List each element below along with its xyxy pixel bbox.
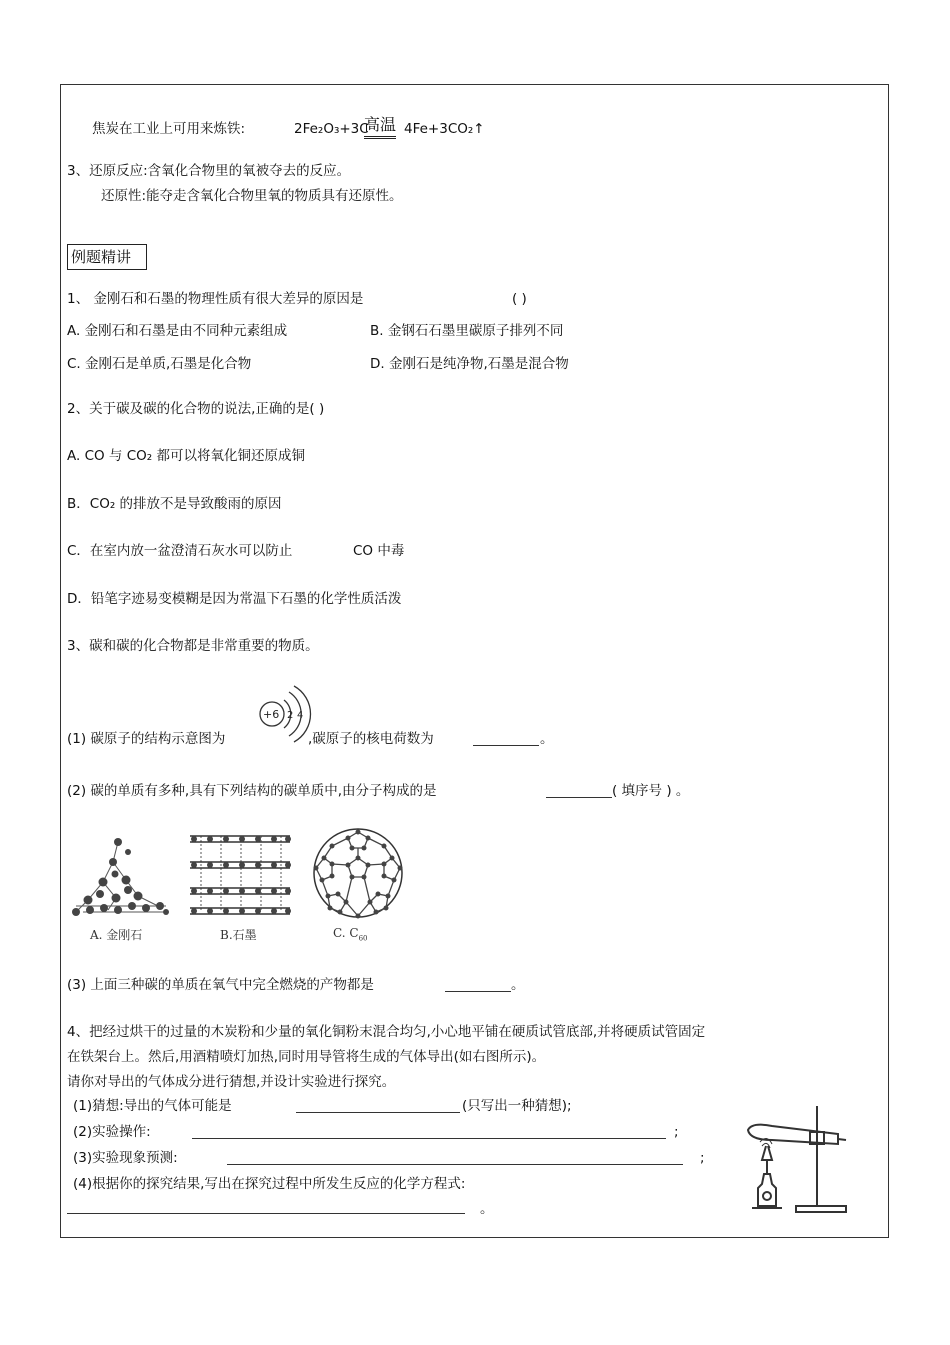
q4-step1-end: (只写出一种猜想); <box>462 1098 572 1114</box>
q4-operation-blank[interactable] <box>192 1125 666 1139</box>
q1-option-d: D. 金刚石是纯净物,石墨是混合物 <box>370 356 569 372</box>
q4-step4-text: (4)根据你的探究结果,写出在探究过程中所发生反应的化学方程式: <box>73 1176 466 1192</box>
graphite-structure-image <box>186 828 294 920</box>
q2-stem: 2、关于碳及碳的化合物的说法,正确的是( ) <box>67 401 325 417</box>
atom-shell2-label: 4 <box>297 710 304 721</box>
q2-option-c-end: CO 中毒 <box>353 543 405 559</box>
q3-part3-blank[interactable] <box>445 978 511 992</box>
q4-step3-end: ; <box>700 1150 705 1166</box>
reducibility-definition: 还原性:能夺走含氧化合物里氧的物质具有还原性。 <box>101 188 403 204</box>
q4-guess-blank[interactable] <box>296 1099 460 1113</box>
atom-nucleus-label: +6 <box>263 708 280 721</box>
q4-line2: 在铁架台上。然后,用酒精喷灯加热,同时用导管将生成的气体导出(如右图所示)。 <box>67 1049 546 1065</box>
q3-part1-blank[interactable] <box>473 732 539 746</box>
q2-option-b: B．CO₂ 的排放不是导致酸雨的原因 <box>67 496 282 512</box>
section-title: 例题精讲 <box>67 244 147 270</box>
q1-option-c: C. 金刚石是单质,石墨是化合物 <box>67 356 252 372</box>
q2-option-a: A. CO 与 CO₂ 都可以将氧化铜还原成铜 <box>67 448 305 464</box>
q3-part3-text: (3) 上面三种碳的单质在氧气中完全燃烧的产物都是 <box>67 977 374 993</box>
q1-option-a: A. 金刚石和石墨是由不同种元素组成 <box>67 323 288 339</box>
q4-equation-blank[interactable] <box>67 1200 465 1214</box>
q2-option-c: C．在室内放一盆澄清石灰水可以防止 <box>67 543 293 559</box>
q3-part1-text: (1) 碳原子的结构示意图为 <box>67 731 226 747</box>
coke-label: 焦炭在工业上可用来炼铁: <box>92 121 246 137</box>
q4-line1: 4、把经过烘干的过量的木炭粉和少量的氧化铜粉末混合均匀,小心地平铺在硬质试管底部,并将硬质试管固定 <box>67 1024 706 1040</box>
q3-part2-end: ( 填序号 ) 。 <box>612 783 690 799</box>
q4-phenomenon-blank[interactable] <box>227 1151 683 1165</box>
q4-step2-text: (2)实验操作: <box>73 1124 151 1140</box>
q3-part2-text: (2) 碳的单质有多种,具有下列结构的碳单质中,由分子构成的是 <box>67 783 437 799</box>
q1-option-b: B. 金钢石石墨里碳原子排列不同 <box>370 323 564 339</box>
graphite-label: B.石墨 <box>220 928 257 942</box>
q3-part1-text2: ,碳原子的核电荷数为 <box>308 731 434 747</box>
coke-equation-condition: 高温 <box>364 116 396 139</box>
q3-part2-blank[interactable] <box>546 784 612 798</box>
reduction-definition: 3、还原反应:含氧化合物里的氧被夺去的反应。 <box>67 163 351 179</box>
q2-option-d: D．铅笔字迹易变模糊是因为常温下石墨的化学性质活泼 <box>67 591 402 607</box>
q4-line3: 请你对导出的气体成分进行猜想,并设计实验进行探究。 <box>67 1074 396 1090</box>
atom-shell1-label: 2 <box>287 710 294 721</box>
diamond-structure-image <box>68 832 178 922</box>
diamond-label: A. 金刚石 <box>90 928 143 942</box>
c60-label-sub: 60 <box>358 934 368 943</box>
q1-answer-paren: ( ) <box>512 291 527 307</box>
coke-equation-left: 2Fe₂O₃+3C <box>294 121 369 137</box>
q3-stem: 3、碳和碳的化合物都是非常重要的物质。 <box>67 638 319 654</box>
carbon-atom-diagram <box>252 682 312 746</box>
q3-part3-end: 。 <box>511 977 525 993</box>
c60-structure-image <box>306 824 410 922</box>
experiment-apparatus-image <box>742 1102 852 1220</box>
c60-label: C. $C_{60}$ <box>333 926 368 943</box>
q4-step3-text: (3)实验现象预测: <box>73 1150 178 1166</box>
q4-step4-end: 。 <box>480 1201 494 1217</box>
q3-part1-end: 。 <box>540 731 554 747</box>
q4-step1-text: (1)猜想:导出的气体可能是 <box>73 1098 232 1114</box>
q1-stem: 1、 金刚石和石墨的物理性质有很大差异的原因是 <box>67 291 364 307</box>
q4-step2-end: ; <box>674 1124 679 1140</box>
coke-equation-right: 4Fe+3CO₂↑ <box>404 121 485 137</box>
